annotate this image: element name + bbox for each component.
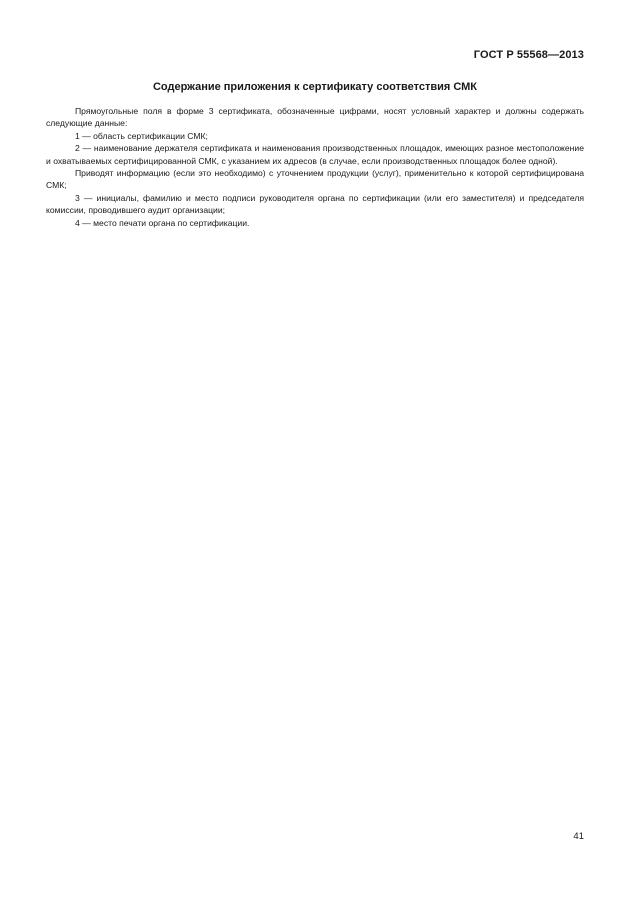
section-title: Содержание приложения к сертификату соответствия СМК <box>152 81 478 93</box>
page-number: 41 <box>573 831 584 842</box>
paragraph-item-2: 2 — наименование держателя сертификата и наименования производственных площадок, имеющих разное местоположение и охватываемых сертифицированной СМК, с указанием их адресов (в случае, если производственных площадок более одной). <box>46 143 584 166</box>
paragraph-item-4: 4 — место печати органа по сертификации. <box>75 217 250 228</box>
paragraph-intro: Прямоугольные поля в форме 3 сертификата, обозначенные цифрами, носят условный характер и должны содержать следующие данные: <box>46 106 584 129</box>
paragraph-item-2-note: Приводят информацию (если это необходимо) с уточнением продукции (услуг), применительно к которой сертифицирована СМК; <box>46 168 584 191</box>
document-code: ГОСТ Р 55568—2013 <box>473 49 584 61</box>
body-text <box>46 105 584 229</box>
paragraph-item-1: 1 — область сертификации СМК; <box>75 130 208 141</box>
paragraph-item-3: 3 — инициалы, фамилию и место подписи руководителя органа по сертификации (или его заместителя) и председателя комиссии, проводившего аудит организации; <box>46 192 584 216</box>
